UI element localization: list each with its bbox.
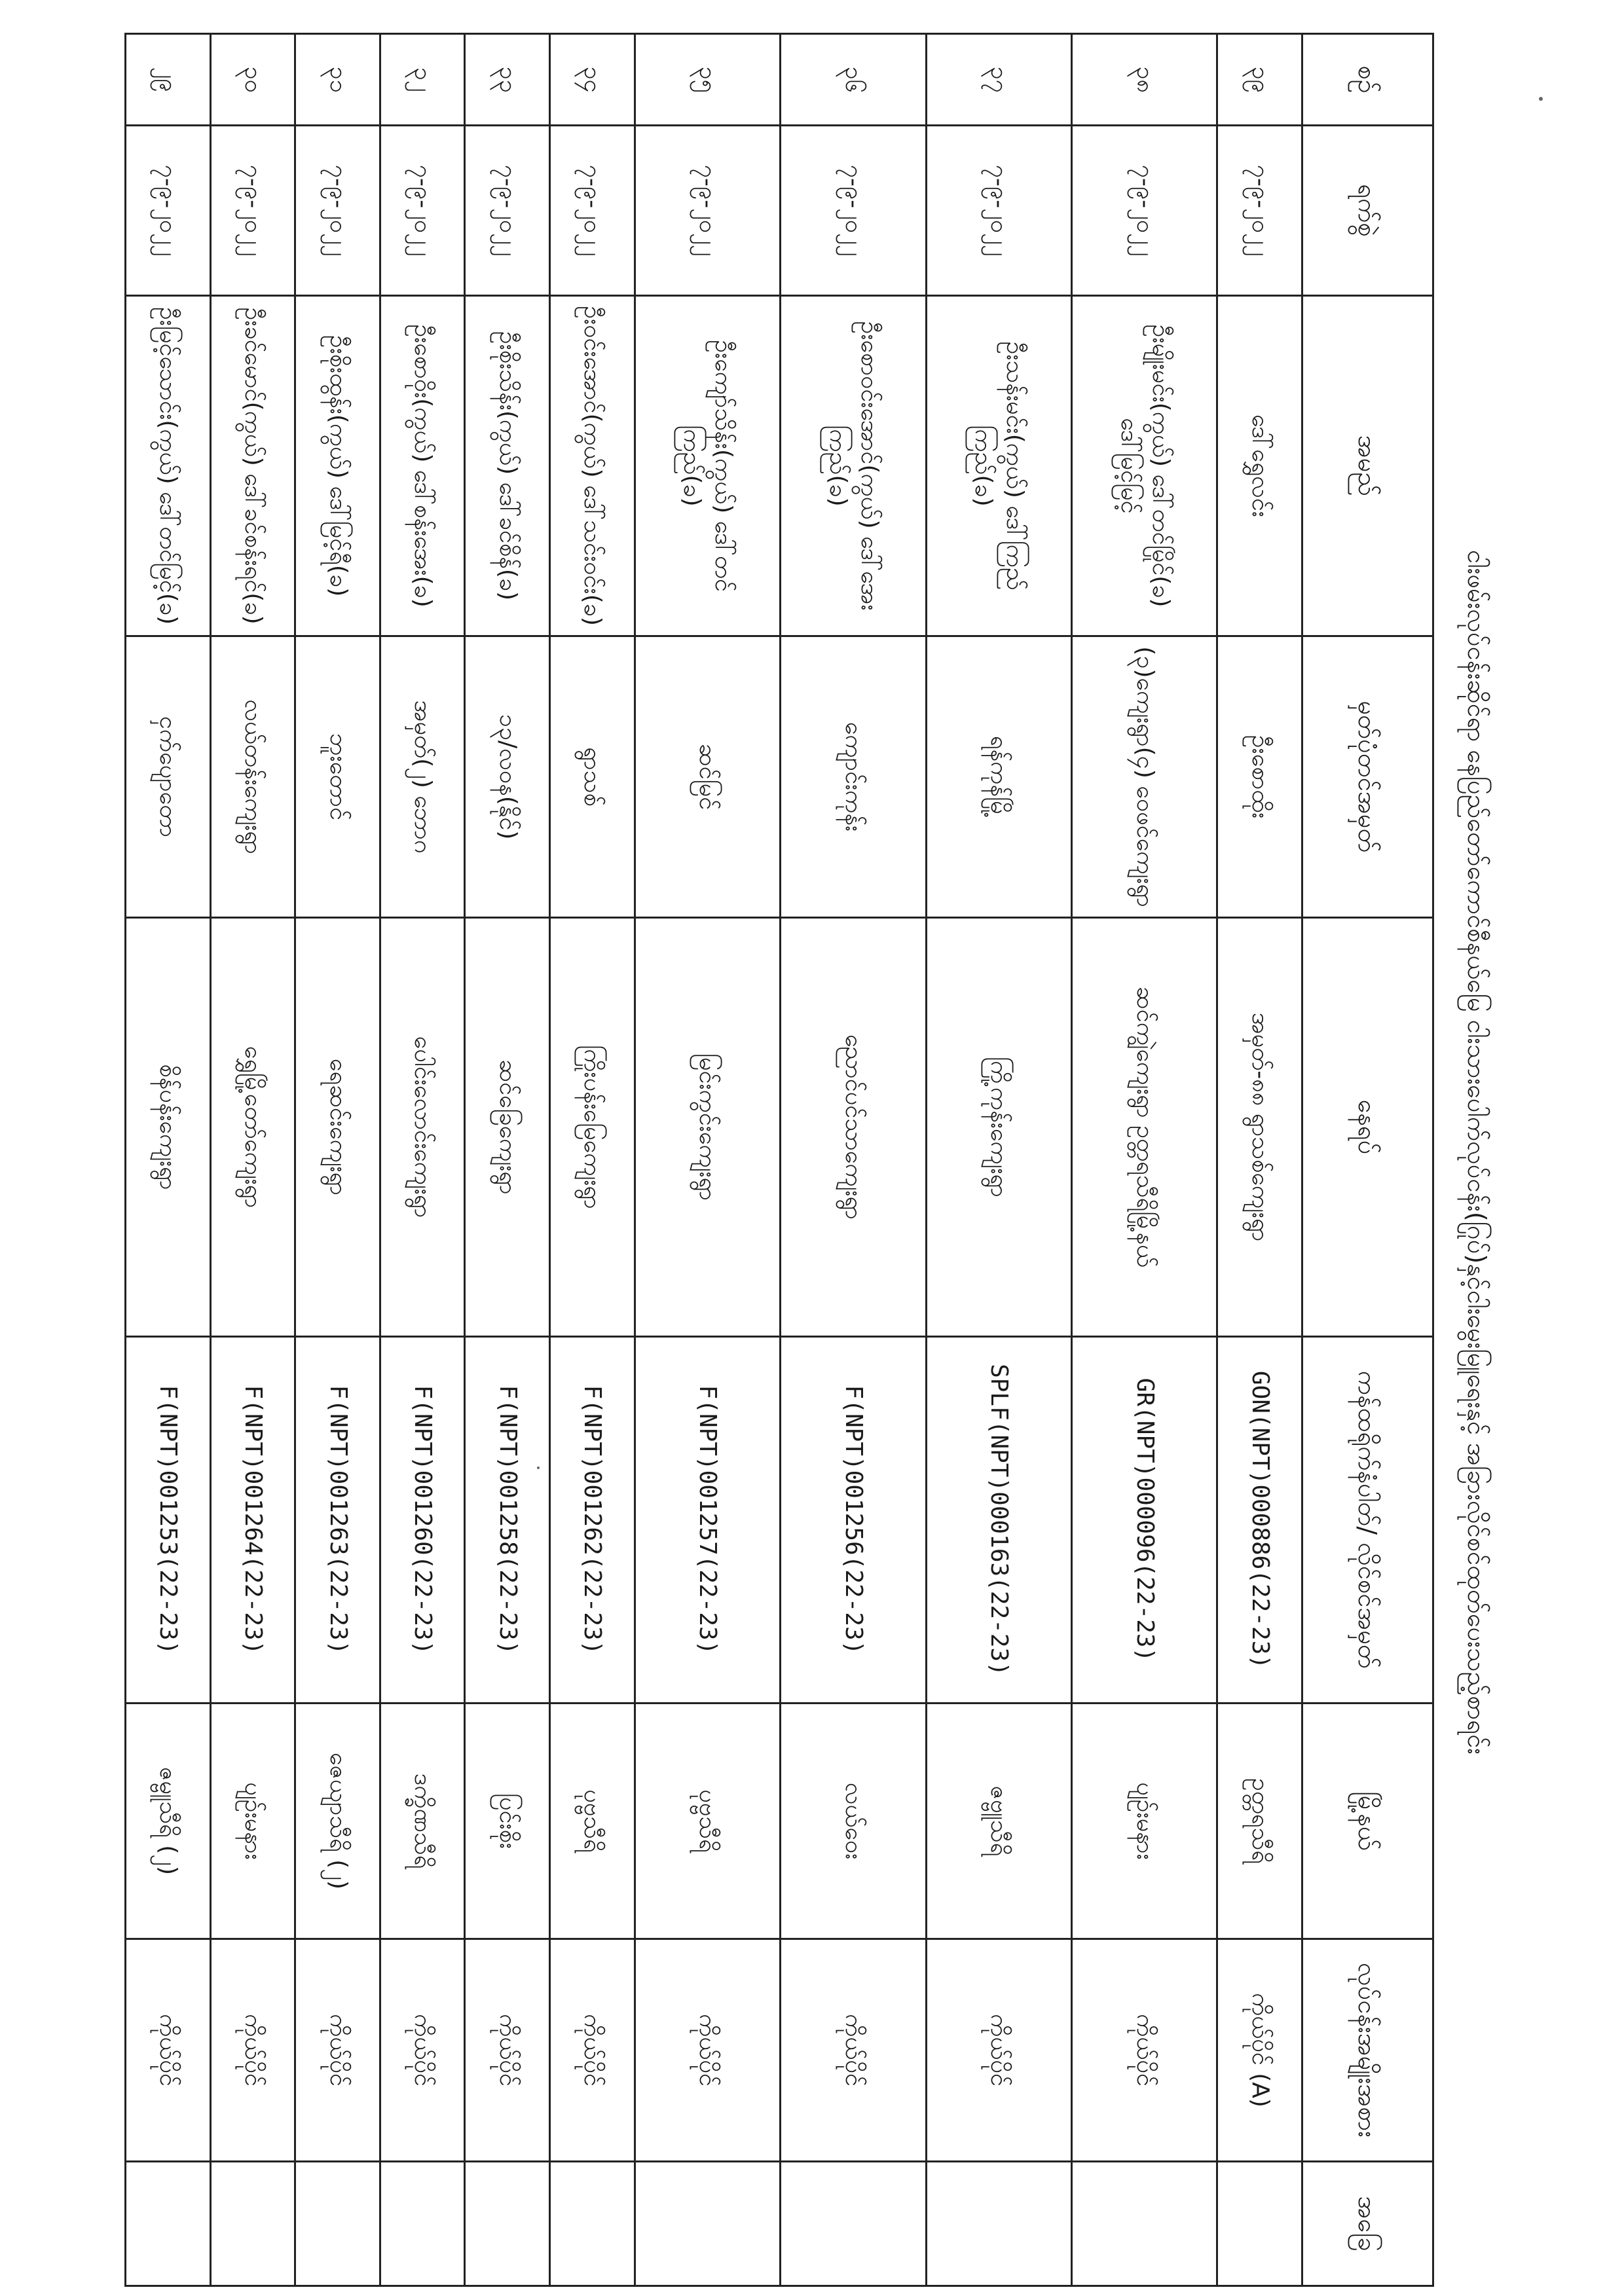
col-header-name: အမည် (1302, 296, 1433, 636)
table-row (380, 34, 465, 2286)
cell-no: ၃၄ (550, 34, 635, 126)
table-row (465, 34, 550, 2286)
cell-no: ၃၆ (781, 34, 926, 126)
cell-nrc: လယ်တန်းကျေးရွာ (210, 636, 295, 918)
cell-remark (1071, 2162, 1217, 2286)
cell-license: F(NPT)001256(22-23) (781, 1337, 926, 1704)
cell-license: F(NPT)001260(22-23) (380, 1337, 465, 1704)
cell-license: F(NPT)001253(22-23) (126, 1337, 211, 1704)
cell-license: F(NPT)001264(22-23) (210, 1337, 295, 1704)
cell-remark (465, 2162, 550, 2286)
cell-address: ပေါင်းလောင်းကျေးရွာ (380, 918, 465, 1337)
cell-remark (635, 2162, 780, 2286)
cell-address: ရွှေမြို့တော်ကျေးရွာ (210, 918, 295, 1337)
cell-name: ဦးမြင့်သောင်း(ကွယ်) ဒေါ်တင်မြင့်(ခ) (126, 296, 211, 636)
cell-address: မြင်းကွင်းကျေးရွာ (635, 918, 780, 1337)
cell-no: ၃၈ (1071, 34, 1217, 126)
table-body (126, 34, 1302, 2286)
col-header-type: လုပ်ငန်းအမျိုးအစား (1302, 1939, 1433, 2162)
cell-township: ဥတ္တရသီရိ (1217, 1704, 1302, 1939)
cell-township: ပျဉ်းမနား (1071, 1704, 1217, 1939)
cell-address: ကြိုးပန်းမြေကျေးရွာ (550, 918, 635, 1337)
col-header-nrc: မှတ်ပုံတင်အမှတ် (1302, 636, 1433, 918)
scan-speck (1539, 97, 1543, 101)
cell-date: ၇-၉-၂၀၂၂ (1217, 126, 1302, 296)
cell-type: ကိုယ်ပိုင် (781, 1939, 926, 2162)
cell-township: လယ်ဝေး (781, 1704, 926, 1939)
cell-type: ကိုယ်ပိုင် (465, 1939, 550, 2162)
cell-name: ဦးစောဝိုး(ကွယ်) ဒေါ်စန်းအေး(ခ) (380, 296, 465, 636)
cell-no: ၃၃ (465, 34, 550, 126)
cell-no: ၃၅ (635, 34, 780, 126)
cell-date: ၇-၉-၂၀၂၂ (380, 126, 465, 296)
cell-name: ဒေါ်ရွှေလင်း (1217, 296, 1302, 636)
cell-name: ဦးခင်မောင်(ကွယ်) ဒေါ်ခင်စန်းရင်(ခ) (210, 296, 295, 636)
cell-license: F(NPT)001262(22-23) (550, 1337, 635, 1704)
cell-remark (550, 2162, 635, 2286)
header-row (1302, 34, 1433, 2286)
cell-date: ၇-၉-၂၀၂၂ (1071, 126, 1217, 296)
cell-name: ဦးစောဝင်းအောင်(ကွယ်) ဒေါ်အေးကြည်(ခ) (781, 296, 926, 636)
cell-remark (210, 2162, 295, 2286)
cell-remark (380, 2162, 465, 2286)
cell-date: ၇-၉-၂၀၂၂ (635, 126, 780, 296)
scan-speck (537, 1467, 540, 1469)
cell-no: ၂၉ (126, 34, 211, 126)
cell-nrc: ဘူးတောင် (295, 636, 380, 918)
cell-nrc: ဦးစောထိုး (1217, 636, 1302, 918)
cell-township: ပျဉ်းမနား (210, 1704, 295, 1939)
cell-date: ၇-၉-၂၀၂၂ (210, 126, 295, 296)
cell-license: GON(NPT)000886(22-23) (1217, 1337, 1302, 1704)
cell-remark (781, 2162, 926, 2286)
cell-township: ဇဗ္ဗူသီရိ (926, 1704, 1071, 1939)
cell-date: ၇-၉-၂၀၂၂ (926, 126, 1071, 296)
cell-nrc: ကျောင်းကုန်း (781, 636, 926, 918)
cell-type: ကိုယ်ပိုင် (295, 1939, 380, 2162)
cell-date: ၇-၉-၂၀၂၂ (126, 126, 211, 296)
cell-type: ကိုယ်ပိုင် (1071, 1939, 1217, 2162)
cell-township: ဒက္ခိဏသီရိ (380, 1704, 465, 1939)
cell-license: SPLF(NPT)000163(22-23) (926, 1337, 1071, 1704)
cell-name: ဦးကျော်သိန်း(ကွယ်) ဒေါ်တင်ကြည်(ခ) (635, 296, 780, 636)
cell-name: ဦးသန်းမင်း(ကွယ်) ဒေါ်ကြည်ကြည်(ခ) (926, 296, 1071, 636)
cell-address: ဆင်ခြေကျေးရွာ (465, 918, 550, 1337)
cell-remark (126, 2162, 211, 2286)
cell-no: ၃၂ (380, 34, 465, 126)
cell-township: ဇေယျာသီရိ (၂) (295, 1704, 380, 1939)
cell-nrc: အမှတ်(၂) ဘောဂ (380, 636, 465, 918)
table-row (635, 34, 780, 2286)
cell-township: ဇမ္ဗူသီရိ (၂) (126, 1704, 211, 1939)
cell-nrc: (၃)ကျေးရွာ(၄) ဝေဖင်ကျေးရွာ (1071, 636, 1217, 918)
cell-name: ဦးဝင်းအောင်(ကွယ်) ဒေါ်သင်းဝင်း(ခ) (550, 296, 635, 636)
cell-remark (1217, 2162, 1302, 2286)
cell-nrc: ရွာသစ် (550, 636, 635, 918)
cell-nrc: ငှက်ပျောတော (126, 636, 211, 918)
cell-nrc: ၁၃/လဝန(နိုင်) (465, 636, 550, 918)
cell-type: ကိုယ်ပိုင် (A) (1217, 1939, 1302, 2162)
cell-type: ကိုယ်ပိုင် (635, 1939, 780, 2162)
cell-type: ကိုယ်ပိုင် (550, 1939, 635, 2162)
table-row (550, 34, 635, 2286)
cell-date: ၇-၉-၂၀၂၂ (295, 126, 380, 296)
cell-address: ရေဆင်းကျေးရွာ (295, 918, 380, 1337)
cell-license: F(NPT)001263(22-23) (295, 1337, 380, 1704)
cell-license: F(NPT)001257(22-23) (635, 1337, 780, 1704)
cell-address: ညောင်ပင်သာကျေးရွာ (781, 918, 926, 1337)
cell-type: ကိုယ်ပိုင် (926, 1939, 1071, 2162)
col-header-no: စဉ် (1302, 34, 1433, 126)
table-row (926, 34, 1071, 2286)
cell-remark (295, 2162, 380, 2286)
cell-no: ၃၁ (295, 34, 380, 126)
cell-type: ကိုယ်ပိုင် (380, 1939, 465, 2162)
cell-date: ၇-၉-၂၀၂၂ (781, 126, 926, 296)
rotated-sheet (98, 33, 1506, 2285)
cell-license: GR(NPT)000096(22-23) (1071, 1337, 1217, 1704)
table-row (1217, 34, 1302, 2286)
table-row (1071, 34, 1217, 2286)
col-header-remark: အခြေ (1302, 2162, 1433, 2286)
cell-address: စိန်ပန်းကျေးရွာ (126, 918, 211, 1337)
table-row (781, 34, 926, 2286)
cell-no: ၃၀ (210, 34, 295, 126)
register-table (124, 33, 1434, 2287)
table-row (295, 34, 380, 2286)
cell-no: ၃၇ (926, 34, 1071, 126)
cell-name: ဦးမျိုးမင်း(ကွယ်) ဒေါ်တင်မြိုင်(ခ) ဒေါ်မြင့်မြင့် (1071, 296, 1217, 636)
cell-township: ပြင်းစိုး (465, 1704, 550, 1939)
cell-address: ဆင်ကျွဲကျေးရွာ ဥတ္တရသီရိမြို့နယ် (1071, 918, 1217, 1337)
cell-no: ၃၉ (1217, 34, 1302, 126)
cell-date: ၇-၉-၂၀၂၂ (550, 126, 635, 296)
col-header-township: မြို့နယ် (1302, 1704, 1433, 1939)
cell-type: ကိုယ်ပိုင် (126, 1939, 211, 2162)
cell-township: ပုဗ္ဗသီရိ (635, 1704, 780, 1939)
cell-name: ဦးစိုးသိန်း(ကွယ်) ဒေါ်ခင်စိန်(ခ) (465, 296, 550, 636)
col-header-address: နေရပ် (1302, 918, 1433, 1337)
cell-township: ပုဗ္ဗသီရိ (550, 1704, 635, 1939)
table-row (126, 34, 211, 2286)
cell-nrc: ဆင်မြင် (635, 636, 780, 918)
cell-name: ဦးစိုးထွန်း(ကွယ်) ဒေါ်မြင့်ရီ(ခ) (295, 296, 380, 636)
document-title: ငါးဖမ်းလုပ်ငန်းဆိုင်ရာ နေပြည်တော်ကောင်စီနယ်မြေ ငါးသားပေါက်လုပ်ငန်း(ဂြုပ်)နှင့်ငါးမွေးမြူရေးနှင့် အခြားလိုင်စင်ထုတ်ပေးသည့်စာရင်း (1462, 550, 1491, 1755)
col-header-date: ရက်စွဲ (1302, 126, 1433, 296)
cell-type: ကိုယ်ပိုင် (210, 1939, 295, 2162)
cell-license: F(NPT)001258(22-23) (465, 1337, 550, 1704)
cell-remark (926, 2162, 1071, 2286)
cell-nrc: ရန်ကုန်မြို့ (926, 636, 1071, 918)
cell-address: အမှတ်-၈၈ ရွာသစ်ကျေးရွာ (1217, 918, 1302, 1337)
table-row (210, 34, 295, 2286)
col-header-license: ကန်ထရိုက်နံပါတ်/ လိုင်စင်အမှတ် (1302, 1337, 1433, 1704)
cell-address: ကြို့ကုန်းကျေးရွာ (926, 918, 1071, 1337)
cell-date: ၇-၉-၂၀၂၂ (465, 126, 550, 296)
